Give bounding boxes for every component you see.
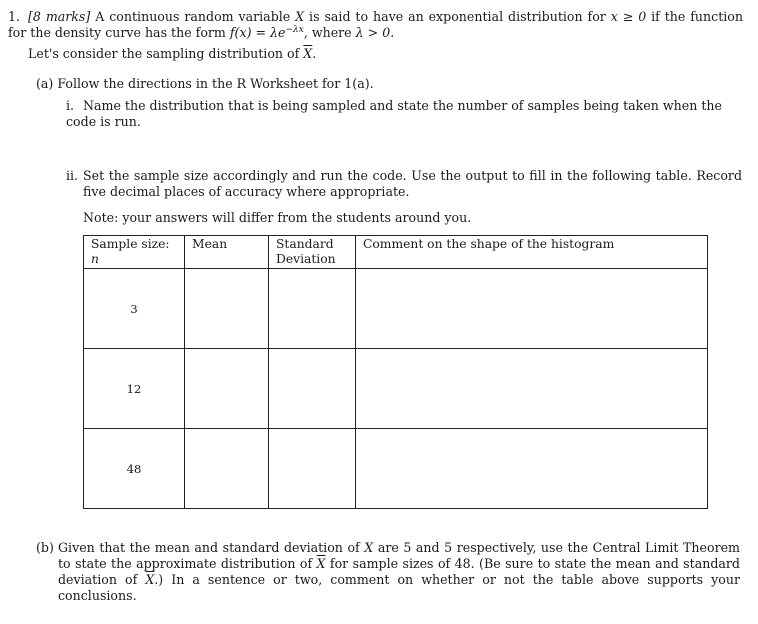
cell-n: 12 [84,349,185,429]
cell-mean[interactable] [185,269,269,349]
part-a-ii-label: ii. [66,168,79,183]
formula: f(x) = λe [229,25,286,40]
cell-sd[interactable] [269,269,356,349]
intro-text: Let's consider the sampling distribution of [28,46,300,61]
question-marks: [8 marks] [28,9,91,24]
header-sample-size [84,236,185,269]
cell-n: 48 [84,429,185,509]
intro-line [28,46,316,62]
header-sd: Standard Deviation [269,236,356,269]
table-row [84,429,708,509]
part-a-i [66,98,741,130]
question-text-1: A continuous random variable [95,9,291,24]
part-b-xbar-2: $\overline{X}$ [145,572,155,587]
lambda-condition: λ > 0. [355,25,395,40]
cell-sd[interactable] [269,429,356,509]
cell-comment[interactable] [356,269,708,349]
cell-mean[interactable] [185,429,269,509]
header-n-var: n [91,252,99,266]
part-a-i-label: i. [66,98,75,113]
part-a-i-text: Name the distribution that is being sampled and state the number of samples being taken when the code is run. [66,98,722,129]
intro-period: . [312,46,317,61]
results-table [83,235,708,509]
formula-exponent: −λx [285,25,304,35]
part-a-ii [66,168,742,200]
cell-comment[interactable] [356,429,708,509]
part-b-text-1: Given that the mean and standard deviation of [58,540,360,555]
part-a-label: (a) [36,76,54,91]
xbar-symbol: $\overline{X}$ [303,46,313,61]
question-number: 1. [8,9,21,24]
header-comment: Comment on the shape of the histogram [356,236,708,269]
part-b-text-3: for sample sizes of 48. (Be sure to state the mean and standard deviation of [58,556,740,587]
part-b-label: (b) [36,540,54,555]
part-b-xbar-1: $\overline{X}$ [316,556,326,571]
cell-comment[interactable] [356,349,708,429]
table-row [84,269,708,349]
cell-mean[interactable] [185,349,269,429]
question-1 [8,9,743,41]
question-text-3: if the function for the density curve has the form [8,9,743,40]
table-header-row [84,236,708,269]
part-a [36,76,374,92]
header-mean: Mean [185,236,269,269]
table-row [84,349,708,429]
question-text-4: , where [303,25,352,40]
note: Note: your answers will differ from the students around you. [83,210,472,225]
cell-sd[interactable] [269,349,356,429]
part-b [36,540,740,604]
part-a-ii-text: Set the sample size accordingly and run the code. Use the output to fill in the following table. Record five decimal places of accuracy where appropriate. [83,168,742,199]
condition: x ≥ 0 [610,9,647,24]
var-x: X [295,9,305,24]
part-b-var-x: X [364,540,374,555]
part-a-text: Follow the directions in the R Worksheet for 1(a). [57,76,374,91]
part-b-text-4: .) In a sentence or two, comment on whether or not the table above supports your conclusions. [58,572,740,603]
question-text-2: is said to have an exponential distribution for [309,9,606,24]
part-b-text-2: are 5 and 5 respectively, use the Central Limit Theorem to state the approximate distribution of [58,540,740,571]
cell-n: 3 [84,269,185,349]
header-sample-size-text: Sample size: [91,237,170,251]
